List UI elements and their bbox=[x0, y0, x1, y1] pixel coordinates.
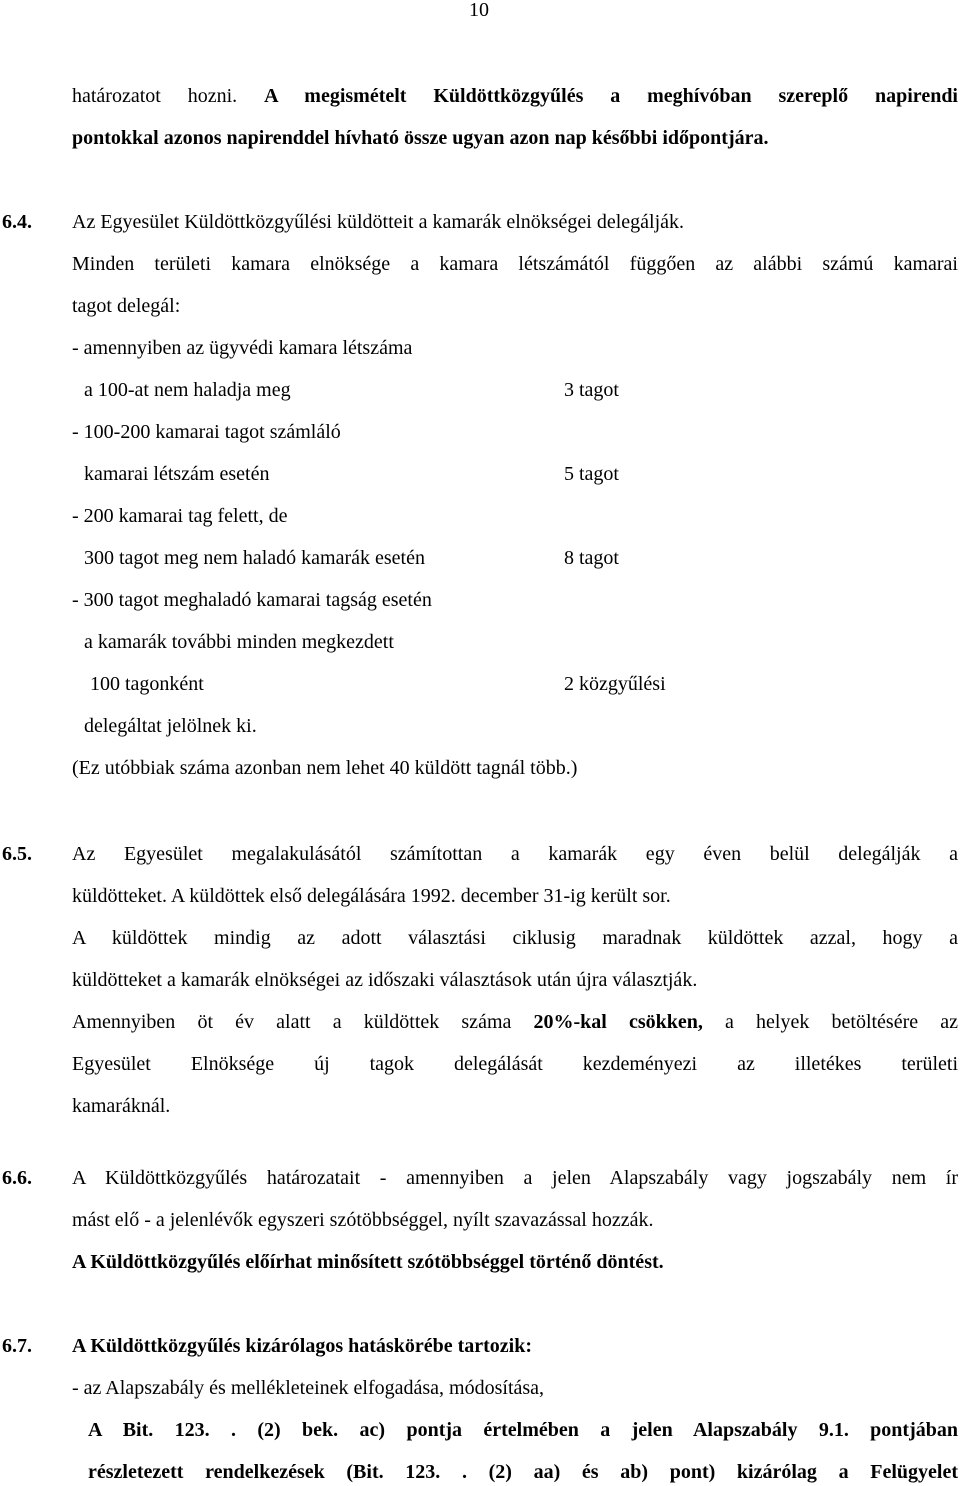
paragraph-line: Minden területi kamara elnöksége a kamara létszámától függően az alábbi számú kamarai bbox=[72, 253, 958, 275]
paragraph-line: tagot delegál: bbox=[72, 295, 181, 317]
paragraph-line: küldötteket a kamarák elnökségei az időszaki választások után újra választják. bbox=[72, 969, 698, 991]
section-number: 6.4. bbox=[2, 211, 32, 233]
paragraph-line: küldötteket. A küldöttek első delegálására 1992. december 31-ig került sor. bbox=[72, 885, 671, 907]
list-item: a 100-at nem haladja meg bbox=[84, 379, 291, 401]
page-number: 10 bbox=[469, 0, 489, 21]
list-item: - amennyiben az ügyvédi kamara létszáma bbox=[72, 337, 413, 359]
list-item: kamarai létszám esetén bbox=[84, 463, 270, 485]
list-item: delegáltat jelölnek ki. bbox=[84, 715, 257, 737]
paragraph-line: határozatot hozni. A megismételt Küldöttközgyűlés a meghívóban szereplő napirendi bbox=[72, 85, 958, 107]
section-number: 6.6. bbox=[2, 1167, 32, 1189]
paragraph-line: Az Egyesület megalakulásától számítottan a kamarák egy éven belül delegálják a bbox=[72, 843, 958, 865]
paragraph-line: részletezett rendelkezések (Bit. 123. . (2) aa) és ab) pont) kizárólag a Felügyelet bbox=[88, 1461, 958, 1483]
paragraph-line: Amennyiben öt év alatt a küldöttek száma 20%-kal csökken, a helyek betöltésére az bbox=[72, 1011, 959, 1033]
paragraph-line: Az Egyesület Küldöttközgyűlési küldötteit a kamarák elnökségei delegálják. bbox=[72, 211, 685, 233]
note-line: (Ez utóbbiak száma azonban nem lehet 40 küldött tagnál több.) bbox=[72, 757, 578, 779]
paragraph-line: A Küldöttközgyűlés előírhat minősített szótöbbséggel történő döntést. bbox=[72, 1251, 664, 1273]
list-item: - 300 tagot meghaladó kamarai tagság esetén bbox=[72, 589, 432, 611]
paragraph-line: A Küldöttközgyűlés határozatait - amennyiben a jelen Alapszabály vagy jogszabály nem ír bbox=[72, 1167, 958, 1189]
paragraph-line: pontokkal azonos napirenddel hívható össze ugyan azon nap későbbi időpontjára. bbox=[72, 127, 769, 149]
list-item: - az Alapszabály és mellékleteinek elfogadása, módosítása, bbox=[72, 1377, 545, 1399]
paragraph-line: kamaráknál. bbox=[72, 1095, 171, 1117]
paragraph-line: A Bit. 123. . (2) bek. ac) pontja értelmében a jelen Alapszabály 9.1. pontjában bbox=[88, 1419, 958, 1441]
paragraph-line: A küldöttek mindig az adott választási ciklusig maradnak küldöttek azzal, hogy a bbox=[72, 927, 958, 949]
delegate-count: 5 tagot bbox=[564, 463, 619, 485]
list-item: - 200 kamarai tag felett, de bbox=[72, 505, 288, 527]
list-item: 300 tagot meg nem haladó kamarák esetén bbox=[84, 547, 425, 569]
section-number: 6.7. bbox=[2, 1335, 32, 1357]
list-item: a kamarák további minden megkezdett bbox=[84, 631, 394, 653]
list-item: 100 tagonként bbox=[90, 673, 204, 695]
paragraph-line: mást elő - a jelenlévők egyszeri szótöbbséggel, nyílt szavazással hozzák. bbox=[72, 1209, 654, 1231]
delegate-count: 8 tagot bbox=[564, 547, 619, 569]
paragraph-line: A Küldöttközgyűlés kizárólagos hatáskörébe tartozik: bbox=[72, 1335, 532, 1357]
paragraph-line: Egyesület Elnöksége új tagok delegálását kezdeményezi az illetékes területi bbox=[72, 1053, 958, 1075]
delegate-count: 2 közgyűlési bbox=[564, 673, 666, 695]
section-number: 6.5. bbox=[2, 843, 32, 865]
delegate-count: 3 tagot bbox=[564, 379, 619, 401]
list-item: - 100-200 kamarai tagot számláló bbox=[72, 421, 341, 443]
